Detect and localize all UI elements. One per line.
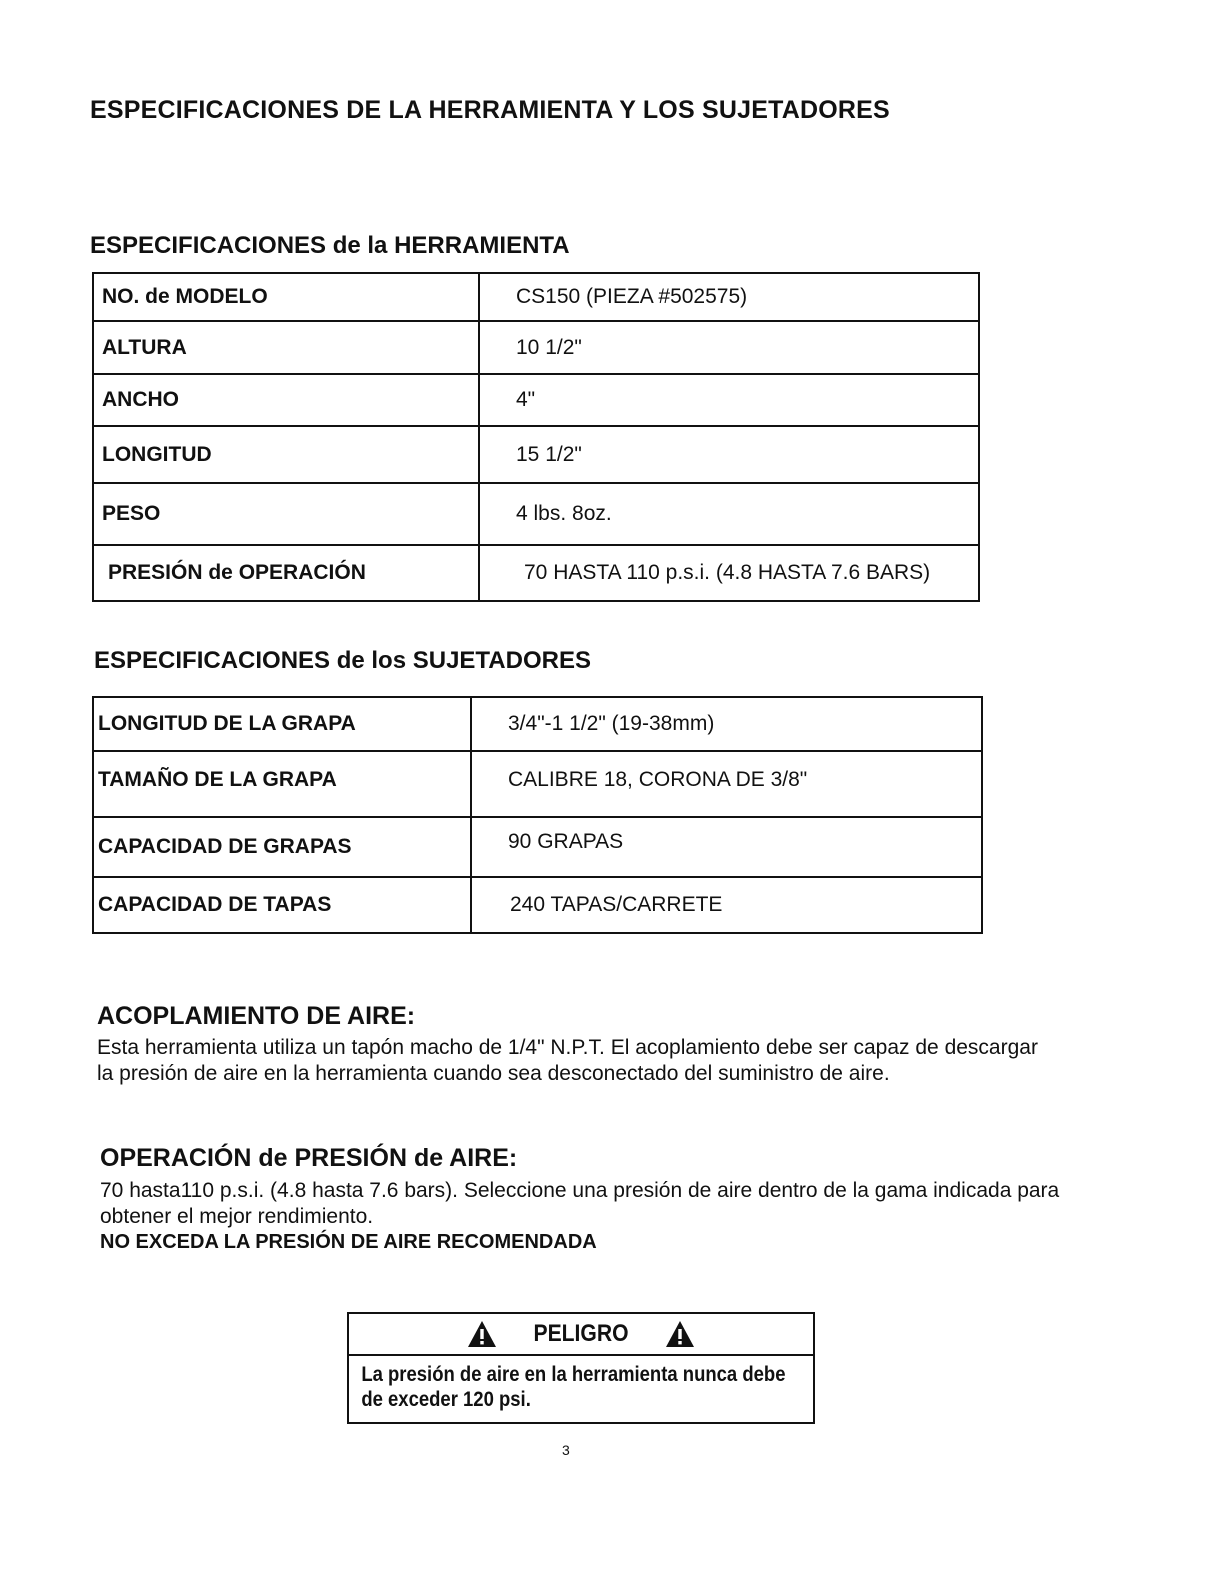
table-row xyxy=(93,545,979,601)
page-number: 3 xyxy=(562,1442,570,1458)
spec-label: ANCHO xyxy=(93,374,479,426)
danger-header xyxy=(349,1314,813,1356)
danger-box xyxy=(347,1312,815,1424)
warning-triangle-icon xyxy=(665,1320,695,1348)
danger-label: PELIGRO xyxy=(533,1320,629,1347)
tool-specs-title: ESPECIFICACIONES de la HERRAMIENTA xyxy=(90,232,570,259)
table-row xyxy=(93,321,979,374)
table-row xyxy=(93,877,982,933)
spec-label: ALTURA xyxy=(93,321,479,374)
air-pressure-text: 70 hasta110 p.s.i. (4.8 hasta 7.6 bars). Seleccione una presión de aire dentro de la gama indicada para obtener el mejor rendimiento. xyxy=(100,1179,1060,1228)
air-pressure-title: OPERACIÓN de PRESIÓN de AIRE: xyxy=(100,1144,518,1172)
spec-value: 4" xyxy=(479,374,979,426)
spec-value: CALIBRE 18, CORONA DE 3/8" xyxy=(471,751,982,817)
spec-value: 4 lbs. 8oz. xyxy=(479,483,979,545)
spec-value: 70 HASTA 110 p.s.i. (4.8 HASTA 7.6 BARS) xyxy=(479,545,979,601)
air-coupling-title: ACOPLAMIENTO DE AIRE: xyxy=(97,1002,416,1030)
table-row xyxy=(93,751,982,817)
table-row xyxy=(93,697,982,751)
danger-text: La presión de aire en la herramienta nunca debe de exceder 120 psi. xyxy=(361,1363,786,1411)
spec-label: NO. de MODELO xyxy=(93,273,479,321)
spec-label: PESO xyxy=(93,483,479,545)
spec-label: LONGITUD DE LA GRAPA xyxy=(93,697,471,751)
fastener-specs-table xyxy=(92,696,983,934)
tool-specs-table xyxy=(92,272,980,602)
spec-label: TAMAÑO DE LA GRAPA xyxy=(93,751,471,817)
spec-value: 15 1/2" xyxy=(479,426,979,483)
spec-label: CAPACIDAD DE TAPAS xyxy=(93,877,471,933)
air-coupling-text: Esta herramienta utiliza un tapón macho de 1/4" N.P.T. El acoplamiento debe ser capaz de descargar la presión de aire en la herramienta cuando sea desconectado del suministro de aire. xyxy=(97,1036,1038,1085)
spec-label: PRESIÓN de OPERACIÓN xyxy=(93,545,479,601)
fastener-specs-title: ESPECIFICACIONES de los SUJETADORES xyxy=(94,647,591,674)
warning-triangle-icon xyxy=(467,1320,497,1348)
spec-value: CS150 (PIEZA #502575) xyxy=(479,273,979,321)
spec-label: CAPACIDAD DE GRAPAS xyxy=(93,817,471,877)
spec-value: 3/4"-1 1/2" (19-38mm) xyxy=(471,697,982,751)
table-row xyxy=(93,483,979,545)
spec-value: 10 1/2" xyxy=(479,321,979,374)
spec-label: LONGITUD xyxy=(93,426,479,483)
spec-value: 90 GRAPAS xyxy=(471,817,982,877)
table-row xyxy=(93,426,979,483)
table-row xyxy=(93,817,982,877)
main-title: ESPECIFICACIONES DE LA HERRAMIENTA Y LOS SUJETADORES xyxy=(90,96,890,124)
table-row xyxy=(93,374,979,426)
spec-value: 240 TAPAS/CARRETE xyxy=(471,877,982,933)
air-pressure-warning: NO EXCEDA LA PRESIÓN DE AIRE RECOMENDADA xyxy=(100,1231,597,1253)
table-row xyxy=(93,273,979,321)
